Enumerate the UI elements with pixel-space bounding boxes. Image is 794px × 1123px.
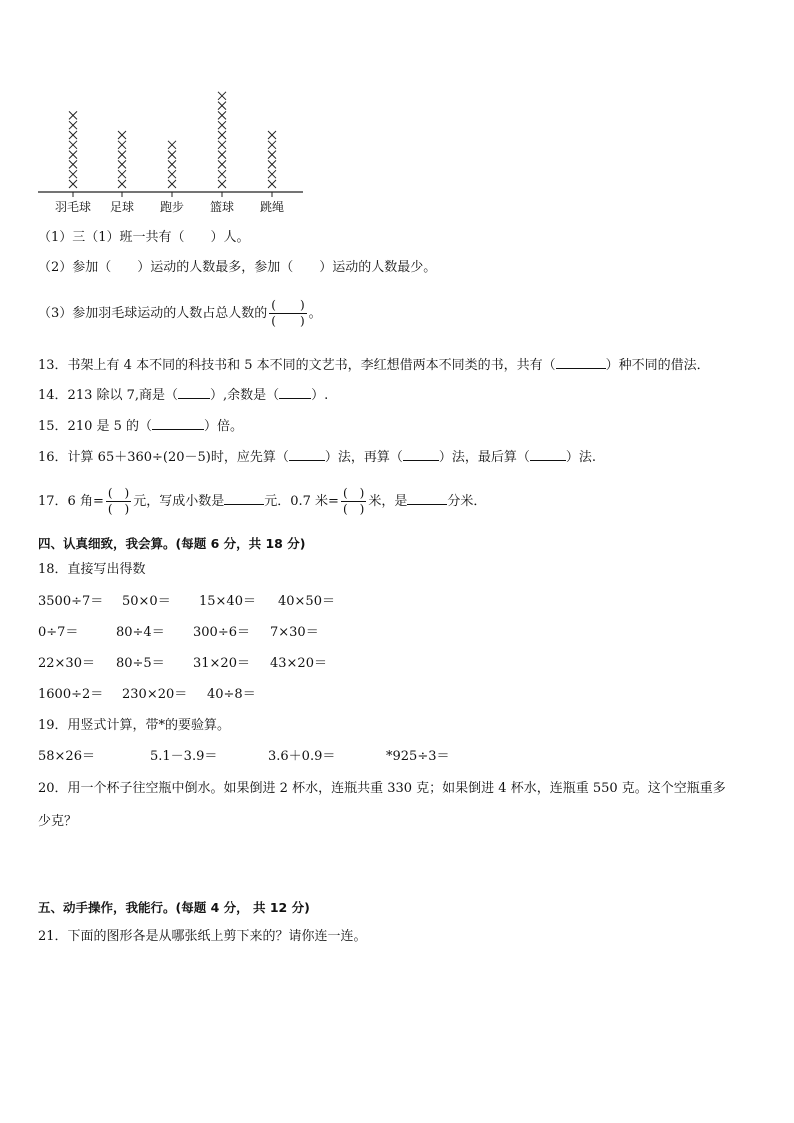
question-20-line1: 20．用一个杯子往空瓶中倒水。如果倒进 2 杯水，连瓶共重 330 克；如果倒进 4 杯水，连瓶重 550 克。这个空瓶重多 (38, 781, 726, 796)
answer-blank (279, 387, 311, 399)
section-4-title: 四、认真细致，我会算。(每题 6 分，共 18 分) (38, 536, 306, 551)
cross-mark (268, 180, 276, 188)
cross-mark (218, 121, 226, 129)
x-tick-label: 足球 (109, 200, 135, 214)
q14-text-a: 14．213 除以 7,商是（ (38, 388, 179, 403)
cross-mark (218, 170, 226, 178)
cross-mark (168, 141, 176, 149)
answer-blank (152, 418, 204, 430)
calc-3-1: 230×20＝ (122, 687, 188, 702)
calc-1-2: 300÷6＝ (193, 625, 250, 640)
q15-text-b: ）倍。 (204, 419, 244, 434)
answer-blank (556, 357, 606, 369)
question-15 (38, 418, 243, 433)
cross-mark (168, 180, 176, 188)
calc-2-1: 80÷5＝ (116, 656, 165, 671)
question-20-line2: 少克？ (38, 814, 78, 829)
question-14 (38, 387, 328, 402)
q16-text-a: 16．计算 65＋360÷(20－5)时，应先算（ (38, 450, 289, 465)
section-5-title: 五、动手操作，我能行。(每题 4 分， 共 12 分) (38, 900, 310, 915)
fraction-numerator: ( ) (107, 486, 130, 500)
cross-mark (168, 170, 176, 178)
q13-text-a: 13．书架上有 4 本不同的科技书和 5 本不同的文艺书，李红想借两本不同类的书，共有（ (38, 358, 556, 373)
calc-1-0: 0÷7＝ (38, 625, 79, 640)
q14-text-b: ）,余数是（ (210, 388, 280, 403)
question-16 (38, 449, 596, 464)
x-tick-label: 跑步 (159, 200, 185, 214)
vertical-calc-2: 3.6＋0.9＝ (268, 749, 336, 764)
q12-part2: （2）参加（ ）运动的人数最多，参加（ ）运动的人数最少。 (38, 260, 437, 275)
cross-mark (218, 151, 226, 159)
fraction-denominator: ( ) (342, 502, 365, 516)
cross-mark (69, 170, 77, 178)
q16-text-b: ）法，再算（ (324, 450, 403, 465)
calc-0-1: 50×0＝ (122, 594, 171, 609)
q17-text-a: 17．6 角= (38, 494, 104, 509)
answer-blank (224, 493, 264, 505)
q12-fraction (269, 298, 306, 329)
cross-mark (118, 180, 126, 188)
q14-text-c: ）. (311, 388, 329, 403)
question-17 (38, 484, 486, 520)
cross-mark (268, 131, 276, 139)
q12-part3 (38, 296, 322, 332)
cross-mark (268, 170, 276, 178)
answer-blank (403, 449, 439, 461)
q17-text-d: 米，是 (368, 494, 408, 509)
q17-fraction-1 (106, 486, 131, 517)
question-19: 19．用竖式计算，带*的要验算。 (38, 718, 231, 733)
answer-blank (178, 387, 210, 399)
cross-mark (218, 131, 226, 139)
cross-mark (168, 160, 176, 168)
calc-2-0: 22×30＝ (38, 656, 95, 671)
q12-part1: （1）三（1）班一共有（ ）人。 (38, 230, 250, 245)
calc-1-1: 80÷4＝ (116, 625, 165, 640)
q15-text-a: 15．210 是 5 的（ (38, 419, 153, 434)
q16-text-d: ）法. (565, 450, 597, 465)
x-tick-label: 羽毛球 (54, 200, 92, 214)
cross-mark (69, 111, 77, 119)
calc-3-2: 40÷8＝ (207, 687, 256, 702)
cross-mark (69, 151, 77, 159)
q12-part3-end: 。 (308, 306, 322, 321)
x-tick-label: 篮球 (209, 200, 235, 214)
q12-part3-text: （3）参加羽毛球运动的人数占总人数的 (38, 306, 268, 321)
cross-mark (218, 141, 226, 149)
question-21: 21．下面的图形各是从哪张纸上剪下来的？请你连一连。 (38, 929, 367, 944)
calc-2-2: 31×20＝ (193, 656, 250, 671)
cross-mark (69, 141, 77, 149)
question-13 (38, 357, 710, 372)
vertical-calc-1: 5.1－3.9＝ (150, 749, 218, 764)
q13-text-b: ）种不同的借法． (605, 358, 710, 373)
calc-2-3: 43×20＝ (270, 656, 327, 671)
q16-text-c: ）法，最后算（ (438, 450, 530, 465)
q17-text-c: 元．0.7 米= (264, 494, 339, 509)
cross-mark (118, 151, 126, 159)
fraction-denominator: ( ) (107, 502, 130, 516)
cross-mark (168, 151, 176, 159)
cross-mark (218, 102, 226, 110)
cross-mark (69, 121, 77, 129)
calc-0-0: 3500÷7＝ (38, 594, 104, 609)
cross-mark (69, 160, 77, 168)
calc-0-2: 15×40＝ (199, 594, 256, 609)
calc-3-0: 1600÷2＝ (38, 687, 104, 702)
cross-mark (268, 141, 276, 149)
cross-mark (118, 160, 126, 168)
fraction-denominator: ( ) (271, 314, 305, 328)
answer-blank (407, 493, 447, 505)
q17-text-e: 分米． (447, 494, 487, 509)
cross-mark (218, 111, 226, 119)
cross-mark (118, 170, 126, 178)
q17-text-b: 元，写成小数是 (133, 494, 225, 509)
vertical-calc-0: 58×26＝ (38, 749, 95, 764)
cross-mark (218, 160, 226, 168)
fraction-numerator: ( ) (271, 298, 305, 312)
cross-mark (218, 180, 226, 188)
answer-blank (530, 449, 566, 461)
calc-0-3: 40×50＝ (278, 594, 335, 609)
calc-1-3: 7×30＝ (270, 625, 319, 640)
cross-mark (118, 131, 126, 139)
question-18: 18．直接写出得数 (38, 562, 146, 577)
cross-mark (69, 131, 77, 139)
cross-mark (118, 141, 126, 149)
answer-blank (289, 449, 325, 461)
fraction-numerator: ( ) (342, 486, 365, 500)
q17-fraction-2 (341, 486, 366, 517)
x-tick-label: 跳绳 (259, 200, 285, 214)
cross-mark (218, 92, 226, 100)
vertical-calc-3: *925÷3＝ (386, 749, 450, 764)
cross-mark (268, 160, 276, 168)
cross-mark (69, 180, 77, 188)
cross-mark (268, 151, 276, 159)
